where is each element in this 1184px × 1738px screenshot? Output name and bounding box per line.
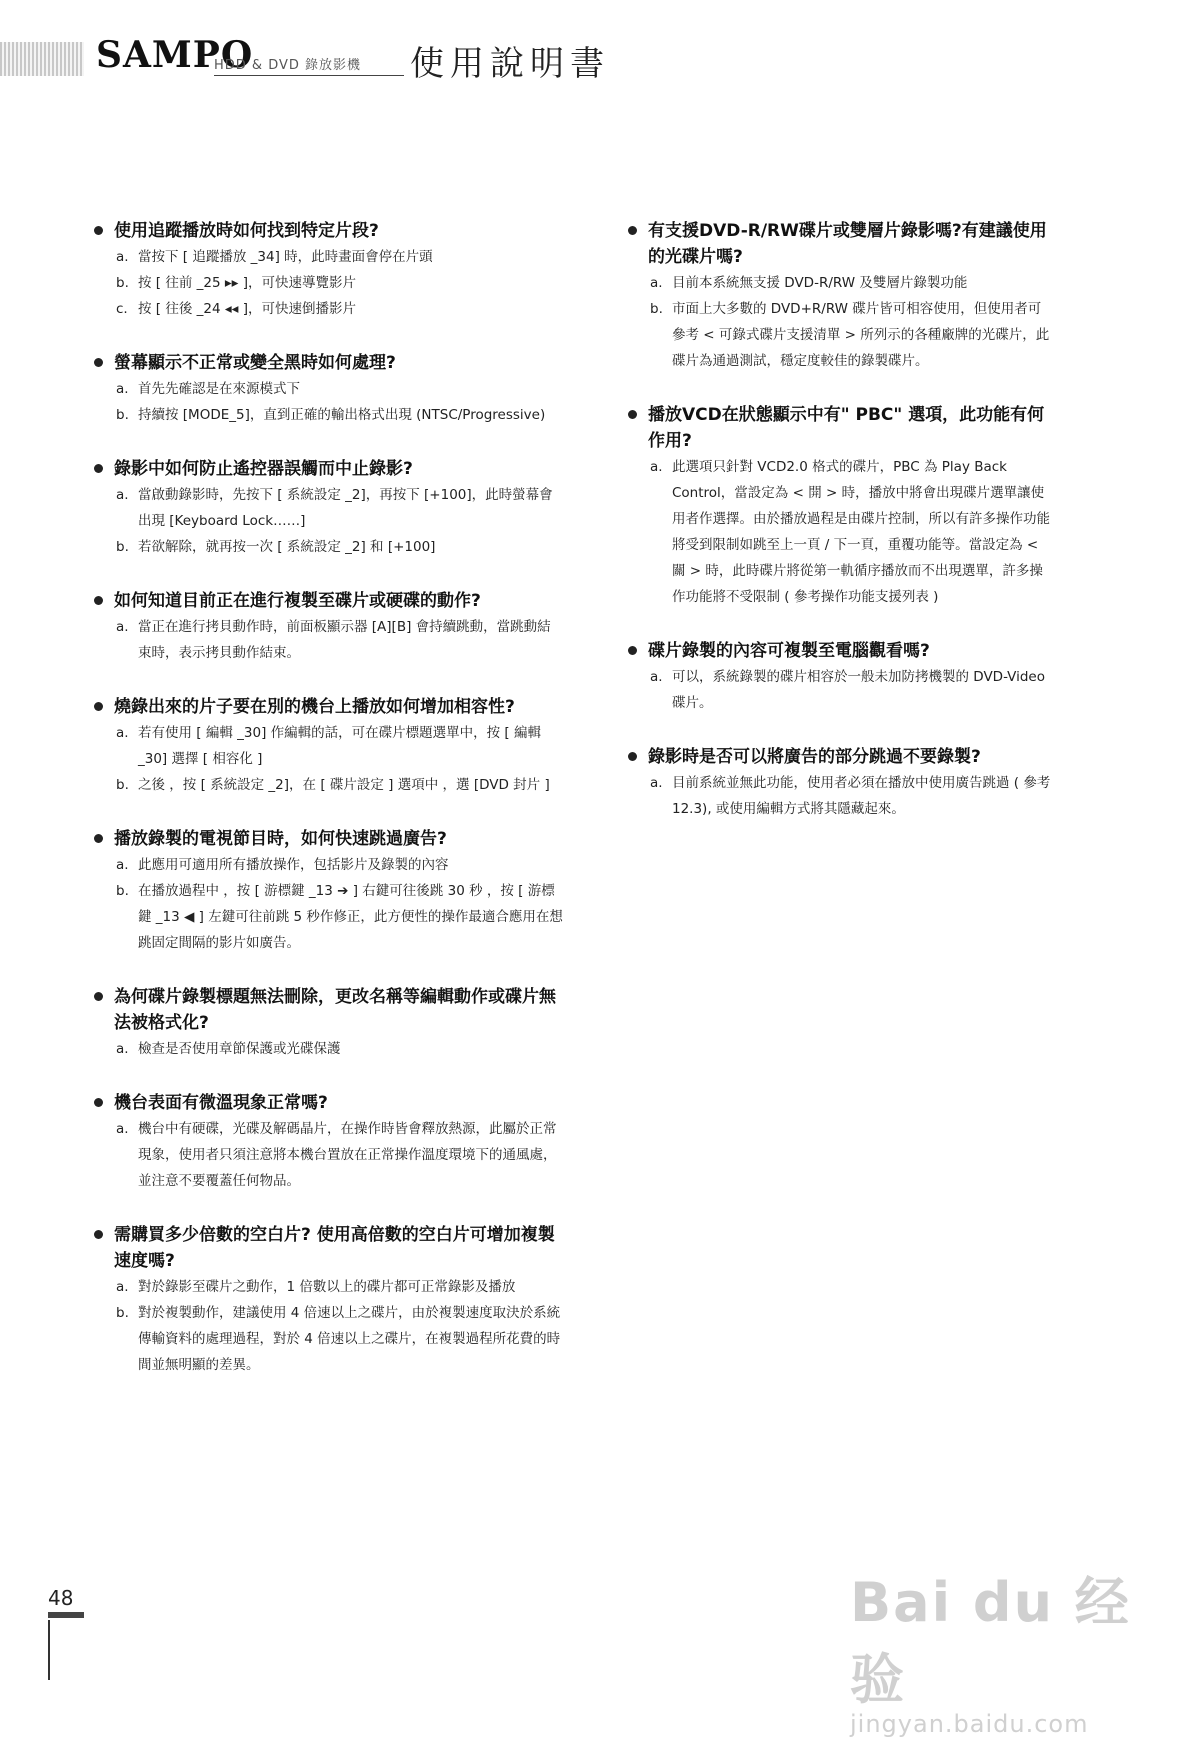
answer-marker: a. — [116, 1041, 129, 1057]
faq-answer — [104, 852, 564, 878]
faq-question-text: 如何知道目前正在進行複製至碟片或硬碟的動作? — [114, 591, 481, 611]
faq-answer — [104, 878, 564, 956]
answer-text: 檢查是否使用章節保護或光碟保護 — [138, 1041, 341, 1057]
faq-item — [94, 694, 564, 798]
header-product-line: HDD & DVD 錄放影機 — [214, 54, 404, 76]
faq-answer — [104, 482, 564, 534]
answer-marker: a. — [116, 725, 129, 741]
faq-answer — [104, 1274, 564, 1300]
answer-marker: b. — [116, 275, 129, 291]
faq-answer — [104, 1300, 564, 1378]
bullet-icon — [94, 1230, 103, 1239]
bullet-icon — [628, 410, 637, 419]
faq-question — [94, 350, 564, 376]
faq-answer — [104, 376, 564, 402]
answer-text: 在播放過程中 ，按 [ 游標鍵 _13 ➔ ] 右鍵可往後跳 30 秒 ，按 [ 游標鍵 _13 ◀ ] 左鍵可往前跳 5 秒作修正，此方便性的操作最適合應用在想跳固定間隔的影片如廣告。 — [138, 883, 563, 951]
bullet-icon — [94, 358, 103, 367]
answer-marker: b. — [116, 883, 129, 899]
answer-text: 市面上大多數的 DVD+R/RW 碟片皆可相容使用，但使用者可參考 < 可錄式碟片支援清單 > 所列示的各種廠牌的光碟片，此碟片為通過測試，穩定度較佳的錄製碟片。 — [672, 301, 1050, 369]
faq-item — [94, 1222, 564, 1378]
faq-question-text: 錄影時是否可以將廣告的部分跳過不要錄製? — [648, 747, 981, 767]
faq-answer — [104, 244, 564, 270]
faq-question-text: 為何碟片錄製標題無法刪除，更改名稱等編輯動作或碟片無法被格式化? — [114, 987, 556, 1033]
faq-question-text: 使用追蹤播放時如何找到特定片段? — [114, 221, 379, 241]
faq-question — [94, 694, 564, 720]
bullet-icon — [94, 992, 103, 1001]
answer-marker: a. — [650, 669, 663, 685]
bullet-icon — [628, 226, 637, 235]
answer-marker: b. — [650, 301, 663, 317]
faq-answer — [104, 720, 564, 772]
faq-item — [94, 984, 564, 1062]
right-column — [628, 218, 1053, 850]
answer-marker: b. — [116, 1305, 129, 1321]
faq-item — [94, 218, 564, 322]
faq-item — [628, 402, 1053, 610]
left-column — [94, 218, 564, 1406]
answer-text: 之後 ，按 [ 系統設定 _2]，在 [ 碟片設定 ] 選項中 ，選 [DVD 封片 ] — [138, 777, 550, 793]
answer-marker: a. — [650, 275, 663, 291]
faq-question-text: 燒錄出來的片子要在別的機台上播放如何增加相容性? — [114, 697, 515, 717]
answer-text: 按 [ 往前 _25 ▸▸ ]，可快速導覽影片 — [138, 275, 356, 291]
faq-answer — [104, 402, 564, 428]
answer-marker: a. — [116, 381, 129, 397]
faq-answer — [104, 614, 564, 666]
answer-text: 按 [ 往後 _24 ◂◂ ]，可快速倒播影片 — [138, 301, 356, 317]
faq-item — [628, 744, 1053, 822]
answer-text: 此應用可適用所有播放操作，包括影片及錄製的內容 — [138, 857, 449, 873]
answer-text: 持續按 [MODE_5]，直到正確的輸出格式出現 (NTSC/Progressive) — [138, 407, 546, 423]
faq-question — [628, 638, 1053, 664]
answer-marker: a. — [116, 249, 129, 265]
manual-title: 使用說明書 — [410, 44, 610, 84]
faq-question-text: 需購買多少倍數的空白片? 使用高倍數的空白片可增加複製速度嗎? — [114, 1225, 555, 1271]
faq-answer — [638, 770, 1053, 822]
answer-text: 當啟動錄影時，先按下 [ 系統設定 _2]，再按下 [+100]，此時螢幕會出現 [Keyboard Lock……] — [138, 487, 553, 529]
faq-answer — [104, 296, 564, 322]
page-header — [0, 30, 640, 90]
answer-text: 若有使用 [ 編輯 _30] 作編輯的話，可在碟片標題選單中，按 [ 編輯 _30] 選擇 [ 相容化 ] — [138, 725, 541, 767]
header-scan-mark — [0, 42, 84, 76]
answer-text: 目前本系統無支援 DVD-R/RW 及雙層片錄製功能 — [672, 275, 968, 291]
answer-marker: c. — [116, 301, 128, 317]
bullet-icon — [94, 464, 103, 473]
faq-answer — [104, 534, 564, 560]
answer-marker: b. — [116, 539, 129, 555]
faq-question — [628, 402, 1053, 454]
answer-text: 目前系統並無此功能，使用者必須在播放中使用廣告跳過 ( 參考 12.3), 或使用編輯方式將其隱藏起來。 — [672, 775, 1051, 817]
faq-item — [628, 638, 1053, 716]
answer-text: 若欲解除，就再按一次 [ 系統設定 _2] 和 [+100] — [138, 539, 436, 555]
faq-item — [94, 826, 564, 956]
page-edge-line — [48, 1620, 50, 1680]
faq-item — [94, 456, 564, 560]
faq-answer — [638, 296, 1053, 374]
faq-answer — [638, 454, 1053, 610]
answer-marker: a. — [116, 1121, 129, 1137]
faq-item — [94, 588, 564, 666]
bullet-icon — [628, 646, 637, 655]
faq-answer — [104, 1036, 564, 1062]
bullet-icon — [94, 702, 103, 711]
watermark-url: jingyan.baidu.com — [850, 1710, 1089, 1738]
answer-marker: a. — [116, 1279, 129, 1295]
faq-question — [94, 588, 564, 614]
faq-question — [94, 456, 564, 482]
faq-answer — [638, 270, 1053, 296]
answer-text: 可以，系統錄製的碟片相容於一般未加防拷機製的 DVD-Video 碟片。 — [672, 669, 1045, 711]
faq-item — [94, 1090, 564, 1194]
faq-answer — [104, 772, 564, 798]
faq-question — [628, 218, 1053, 270]
answer-marker: a. — [650, 775, 663, 791]
answer-text: 機台中有硬碟，光碟及解碼晶片，在操作時皆會釋放熱源，此屬於正常現象，使用者只須注意將本機台置放在正常操作溫度環境下的通風處，並注意不要覆蓋任何物品。 — [138, 1121, 557, 1189]
faq-question-text: 碟片錄製的內容可複製至電腦觀看嗎? — [648, 641, 930, 661]
faq-answer — [638, 664, 1053, 716]
answer-marker: a. — [116, 487, 129, 503]
answer-marker: a. — [116, 619, 129, 635]
bullet-icon — [94, 834, 103, 843]
faq-question-text: 機台表面有微溫現象正常嗎? — [114, 1093, 328, 1113]
answer-text: 當按下 [ 追蹤播放 _34] 時，此時畫面會停在片頭 — [138, 249, 433, 265]
answer-text: 對於錄影至碟片之動作，1 倍數以上的碟片都可正常錄影及播放 — [138, 1279, 516, 1295]
faq-question — [94, 826, 564, 852]
faq-question-text: 錄影中如何防止遙控器誤觸而中止錄影? — [114, 459, 413, 479]
faq-question — [94, 1222, 564, 1274]
bullet-icon — [94, 1098, 103, 1107]
page-number-rule — [48, 1612, 84, 1618]
bullet-icon — [94, 596, 103, 605]
answer-marker: b. — [116, 777, 129, 793]
bullet-icon — [94, 226, 103, 235]
faq-question-text: 有支援DVD-R/RW碟片或雙層片錄影嗎?有建議使用的光碟片嗎? — [648, 221, 1047, 267]
bullet-icon — [628, 752, 637, 761]
faq-question — [94, 1090, 564, 1116]
faq-item — [94, 350, 564, 428]
answer-text: 首先先確認是在來源模式下 — [138, 381, 300, 397]
brand-logo: SAMPO — [96, 34, 254, 76]
faq-question-text: 播放VCD在狀態顯示中有" PBC" 選項，此功能有何作用? — [648, 405, 1045, 451]
page-number: 48 — [48, 1586, 74, 1610]
faq-answer — [104, 1116, 564, 1194]
faq-question — [628, 744, 1053, 770]
answer-text: 當正在進行拷貝動作時，前面板顯示器 [A][B] 會持續跳動，當跳動結束時，表示拷貝動作結束。 — [138, 619, 551, 661]
faq-question — [94, 984, 564, 1036]
answer-marker: b. — [116, 407, 129, 423]
answer-marker: a. — [650, 459, 663, 475]
answer-text: 此選項只針對 VCD2.0 格式的碟片，PBC 為 Play Back Control，當設定為 < 開 > 時，播放中將會出現碟片選單讓使用者作選擇。由於播放過程是由碟片控制，所以有許多操作功能將受到限制如跳至上一頁 / 下一頁，重覆功能等。當設定為 < 關 > 時，此時碟片將從第一軌循序播放而不出現選單，許多操作功能將不受限制 ( 參考操作功能支援列表 ) — [672, 459, 1050, 605]
faq-answer — [104, 270, 564, 296]
answer-text: 對於複製動作，建議使用 4 倍速以上之碟片，由於複製速度取決於系統傳輸資料的處理過程，對於 4 倍速以上之碟片，在複製過程所花費的時間並無明顯的差異。 — [138, 1305, 561, 1373]
faq-item — [628, 218, 1053, 374]
faq-question-text: 播放錄製的電視節目時，如何快速跳過廣告? — [114, 829, 447, 849]
watermark-logo: Bai du 经验 — [850, 1571, 1131, 1711]
faq-question — [94, 218, 564, 244]
baidu-watermark — [850, 1560, 1150, 1738]
faq-question-text: 螢幕顯示不正常或變全黑時如何處理? — [114, 353, 396, 373]
answer-marker: a. — [116, 857, 129, 873]
